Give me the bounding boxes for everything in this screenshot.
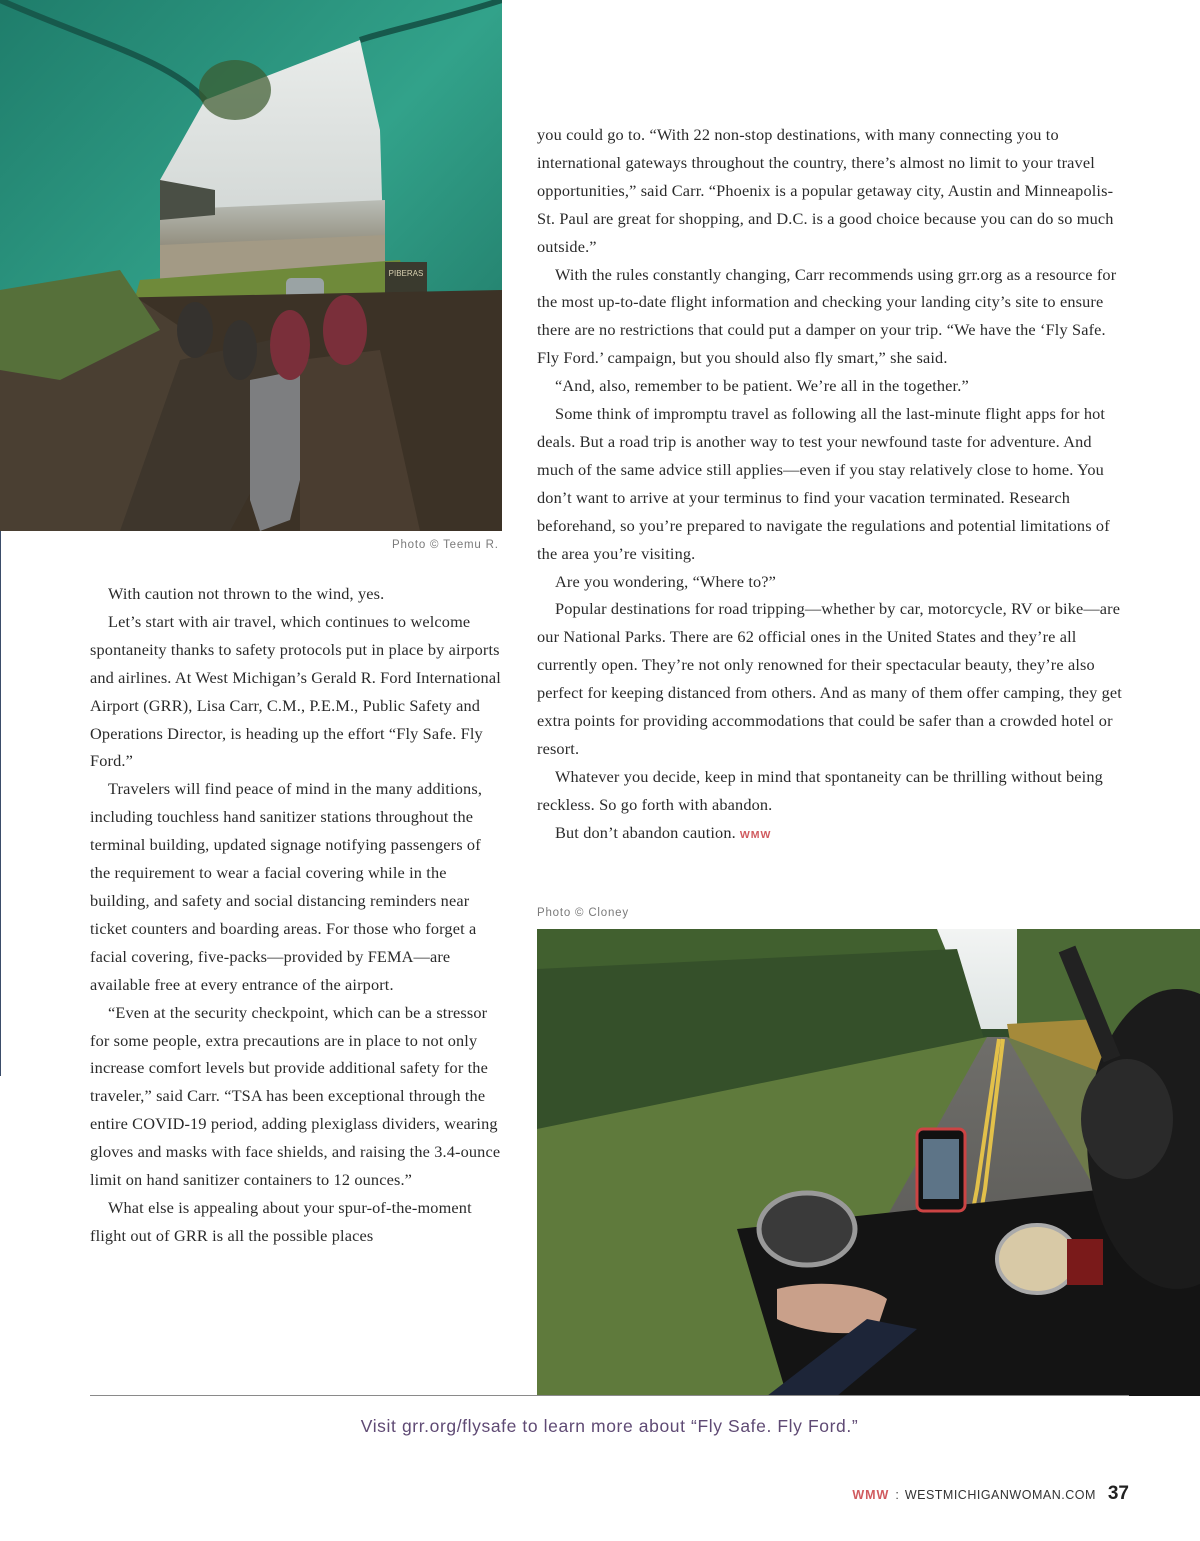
left-paragraph: What else is appealing about your spur-of-the-moment flight out of GRR is all the possible places — [90, 1197, 472, 1245]
right-paragraph: With the rules constantly changing, Carr recommends using grr.org as a resource for the most up-to-date flight information and checking your landing city’s site to ensure there are no restrictions that could put a damper on your trip. “We have the ‘Fly Safe. Fly Ford.’ campaign, but you should also fly smart,” she said. — [537, 264, 1117, 368]
motorcycle-photo — [537, 929, 1200, 1396]
left-paragraph: “Even at the security checkpoint, which can be a stressor for some people, extra precautions are in place to not only increase comfort levels but provide additional safety for the traveler,” said Carr. “TSA has been exceptional through the entire COVID-19 period, adding plexiglass dividers, wearing gloves and masks with face shields, and raising the 3.4-ounce limit on hand sanitizer containers to 12 ounces.” — [90, 1002, 501, 1190]
motorcycle-photo-illustration — [537, 929, 1200, 1396]
left-paragraph: Travelers will find peace of mind in the many additions, including touchless hand sanitizer stations throughout the terminal building, updated signage notifying passengers of the requirement to wear a facial covering while in the building, and safety and social distancing reminders near ticket counters and boarding areas. For those who forget a facial covering, five-packs—provided by FEMA—are available free at every entrance of the airport. — [90, 779, 483, 994]
bottom-rule — [90, 1395, 1129, 1396]
closing-text: But don’t abandon caution. — [555, 822, 736, 842]
right-paragraph: “And, also, remember to be patient. We’re all in the together.” — [555, 376, 969, 396]
right-paragraph: Whatever you decide, keep in mind that spontaneity can be thrilling without being reckless. So go forth with abandon. — [537, 766, 1103, 814]
right-text-column — [537, 121, 1129, 850]
tent-photo-illustration — [0, 0, 502, 531]
right-paragraph: Some think of impromptu travel as following all the last-minute flight apps for hot deals. But a road trip is another way to test your newfound taste for adventure. And much of the same advice still applies—even if you stay relatively close to home. You don’t want to arrive at your terminus to find your vacation terminated. Research beforehand, so you’re prepared to navigate the regulations and potential limitations of the area you’re visiting. — [537, 404, 1110, 563]
closing-paragraph — [537, 819, 1129, 850]
footer-website[interactable]: WESTMICHIGANWOMAN.COM — [904, 1488, 1096, 1502]
photo-credit-cloney: Photo © Cloney — [537, 907, 629, 919]
page-footer — [852, 1483, 1129, 1505]
right-paragraph: Are you wondering, “Where to?” — [555, 571, 777, 591]
footer-separator: : — [895, 1488, 899, 1502]
visit-flysafe-note: Visit grr.org/flysafe to learn more about “Fly Safe. Fly Ford.” — [360, 1416, 859, 1436]
left-edge-rule — [0, 531, 1, 1076]
page-number: 37 — [1107, 1483, 1129, 1504]
sign-text: PIBERAS — [388, 269, 424, 278]
left-text-column — [90, 580, 502, 1250]
left-paragraph: With caution not thrown to the wind, yes. — [108, 584, 385, 603]
left-paragraph: Let’s start with air travel, which continues to welcome spontaneity thanks to safety protocols put in place by airports and airlines. At West Michigan’s Gerald R. Ford International Airport (GRR), Lisa Carr, C.M., P.E.M., Public Safety and Operations Director, is heading up the effort “Fly Safe. Fly Ford.” — [90, 611, 501, 771]
end-mark: WMW — [739, 828, 772, 841]
photo-credit-teemu: Photo © Teemu R. — [392, 539, 499, 551]
right-paragraph: Popular destinations for road tripping—whether by car, motorcycle, RV or bike—are our National Parks. There are 62 official ones in the United States and they’re all currently open. They’re not only renowned for their spectacular beauty, they’re also perfect for keeping distanced from others. And as many of them offer camping, they get extra points for providing accommodations that could be safer than a crowded hotel or resort. — [537, 599, 1122, 758]
tent-photo — [0, 0, 502, 531]
right-continuation-paragraph: you could go to. “With 22 non-stop destinations, with many connecting you to international gateways throughout the country, there’s almost no limit to your travel opportunities,” said Carr. “Phoenix is a popular getaway city, Austin and Minneapolis-St. Paul are great for shopping, and D.C. is a good choice because you can do so much outside.” — [537, 125, 1114, 256]
footer-brand: WMW — [852, 1488, 890, 1502]
